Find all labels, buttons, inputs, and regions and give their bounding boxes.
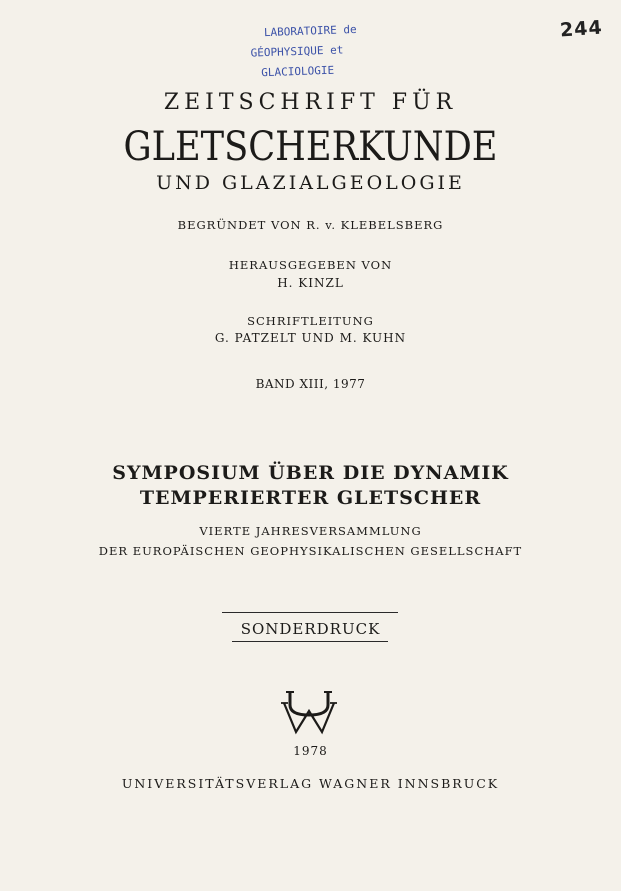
meeting-line-1: VIERTE JAHRESVERSAMMLUNG [199, 524, 422, 538]
meeting-line-2: DER EUROPÄISCHEN GEOPHYSIKALISCHEN GESELLSCHAFT [98, 544, 523, 558]
symposium-title-line-1: SYMPOSIUM ÜBER DIE DYNAMIK [112, 462, 509, 484]
journal-title-line-2: GLETSCHERKUNDE [123, 124, 498, 170]
editorial-board-label: SCHRIFTLEITUNG [247, 314, 374, 328]
offprint-rule-top [222, 612, 398, 613]
stamp-line-2: GÉOPHYSIQUE et GLACIOLOGIE [250, 43, 344, 80]
founder-line: BEGRÜNDET VON R. v. KLEBELSBERG [177, 218, 444, 232]
editorial-board-names: G. PATZELT UND M. KUHN [214, 331, 407, 345]
offprint-rule-bottom [232, 641, 388, 642]
handwritten-shelf-mark: 244 [559, 16, 604, 42]
offprint-label: SONDERDRUCK [240, 620, 381, 638]
symposium-title-line-2: TEMPERIERTER GLETSCHER [139, 487, 482, 509]
journal-title-line-3: UND GLAZIALGEOLOGIE [156, 172, 465, 194]
volume-line: BAND XIII, 1977 [255, 377, 366, 391]
editor-label: HERAUSGEGEBEN VON [228, 258, 393, 272]
publisher-uw-logo-icon [276, 689, 342, 735]
stamp-line-1: LABORATOIRE de [263, 22, 357, 40]
journal-title-line-1: ZEITSCHRIFT FÜR [163, 90, 458, 115]
library-stamp [211, 19, 383, 85]
publisher-name: UNIVERSITÄTSVERLAG WAGNER INNSBRUCK [121, 776, 500, 791]
publication-year: 1978 [293, 744, 328, 758]
editor-name: H. KINZL [277, 276, 344, 290]
